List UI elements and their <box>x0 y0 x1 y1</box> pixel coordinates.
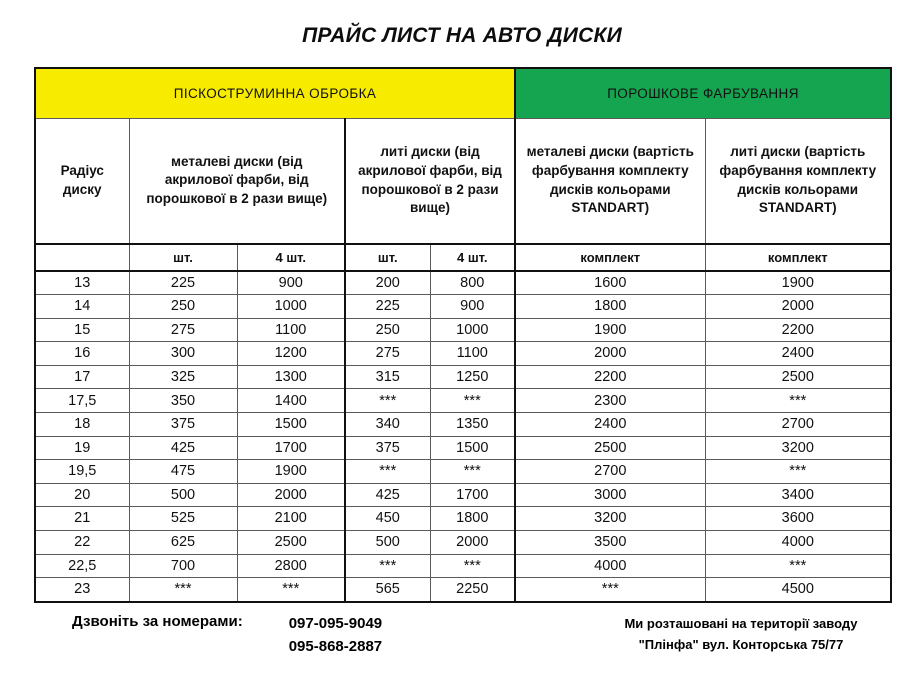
cell-blast-metal-1: *** <box>129 578 237 602</box>
cell-blast-cast-4: *** <box>430 554 515 578</box>
cell-powder-cast: 1900 <box>705 271 891 295</box>
table-unit-row <box>35 244 891 271</box>
header-radius: Радіус диску <box>35 118 129 244</box>
cell-radius: 13 <box>35 271 129 295</box>
unit-blast-metal-4: 4 шт. <box>237 244 345 271</box>
cell-blast-cast-4: 2000 <box>430 531 515 555</box>
cell-blast-metal-1: 700 <box>129 554 237 578</box>
cell-radius: 23 <box>35 578 129 602</box>
cell-blast-metal-4: 2100 <box>237 507 345 531</box>
cell-blast-metal-1: 375 <box>129 413 237 437</box>
cell-blast-metal-4: 2800 <box>237 554 345 578</box>
cell-radius: 17,5 <box>35 389 129 413</box>
cell-blast-metal-4: 900 <box>237 271 345 295</box>
table-row <box>35 554 891 578</box>
cell-powder-cast: 3600 <box>705 507 891 531</box>
table-row <box>35 578 891 602</box>
cell-powder-metal: 2500 <box>515 436 705 460</box>
cell-blast-cast-1: 275 <box>345 342 430 366</box>
cell-blast-cast-1: 425 <box>345 483 430 507</box>
cell-radius: 17 <box>35 365 129 389</box>
cell-blast-cast-4: *** <box>430 460 515 484</box>
unit-blast-cast-4: 4 шт. <box>430 244 515 271</box>
cell-blast-metal-4: 1500 <box>237 413 345 437</box>
unit-blast-cast-1: шт. <box>345 244 430 271</box>
unit-blast-metal-1: шт. <box>129 244 237 271</box>
phone-number-1[interactable]: 097-095-9049 <box>288 615 383 632</box>
cell-blast-cast-4: 1250 <box>430 365 515 389</box>
table-row <box>35 507 891 531</box>
cell-powder-cast: *** <box>705 460 891 484</box>
cell-powder-metal: 1800 <box>515 295 705 319</box>
cell-powder-cast: 4000 <box>705 531 891 555</box>
header-blast-metal: металеві диски (від акрилової фарби, від порошкової в 2 рази вище) <box>129 118 345 244</box>
cell-blast-metal-4: 1000 <box>237 295 345 319</box>
cell-blast-cast-1: 225 <box>345 295 430 319</box>
phone-list <box>289 612 382 659</box>
cell-blast-metal-4: 1900 <box>237 460 345 484</box>
cell-blast-metal-4: 2000 <box>237 483 345 507</box>
cell-blast-cast-1: 200 <box>345 271 430 295</box>
header-powder-metal: металеві диски (вартість фарбування комплекту дисків кольорами STANDART) <box>515 118 705 244</box>
header-blast-cast: литі диски (від акрилової фарби, від порошкової в 2 рази вище) <box>345 118 515 244</box>
cell-radius: 21 <box>35 507 129 531</box>
cell-blast-cast-1: 250 <box>345 318 430 342</box>
cell-powder-cast: 2700 <box>705 413 891 437</box>
cell-radius: 20 <box>35 483 129 507</box>
cell-blast-cast-1: 315 <box>345 365 430 389</box>
phone-number-2[interactable]: 095-868-2887 <box>288 638 383 656</box>
address-line-2: "Плінфа" вул. Конторська 75/77 <box>638 636 844 652</box>
cell-radius: 15 <box>35 318 129 342</box>
cell-powder-metal: *** <box>515 578 705 602</box>
table-row <box>35 413 891 437</box>
cell-blast-metal-4: 1400 <box>237 389 345 413</box>
price-table <box>34 67 892 603</box>
unit-radius <box>35 244 129 271</box>
cell-powder-metal: 2200 <box>515 365 705 389</box>
cell-blast-metal-1: 250 <box>129 295 237 319</box>
cell-blast-cast-1: 450 <box>345 507 430 531</box>
cell-radius: 19,5 <box>35 460 129 484</box>
unit-powder-metal: комплект <box>515 244 705 271</box>
cell-radius: 18 <box>35 413 129 437</box>
cell-radius: 16 <box>35 342 129 366</box>
table-row <box>35 531 891 555</box>
cell-radius: 22 <box>35 531 129 555</box>
cell-powder-metal: 1900 <box>515 318 705 342</box>
footer <box>0 602 924 700</box>
cell-powder-metal: 4000 <box>515 554 705 578</box>
cell-powder-cast: 2500 <box>705 365 891 389</box>
table-row <box>35 389 891 413</box>
table-description-row <box>35 118 891 244</box>
table-row <box>35 342 891 366</box>
cell-blast-cast-4: 1800 <box>430 507 515 531</box>
address-line-1: Ми розташовані на території заводу <box>624 616 858 631</box>
cell-blast-cast-4: 900 <box>430 295 515 319</box>
cell-powder-cast: 2400 <box>705 342 891 366</box>
cell-blast-metal-1: 425 <box>129 436 237 460</box>
footer-address-block <box>576 614 906 656</box>
table-row <box>35 295 891 319</box>
cell-powder-cast: 3400 <box>705 483 891 507</box>
cell-blast-metal-1: 225 <box>129 271 237 295</box>
cell-blast-metal-1: 475 <box>129 460 237 484</box>
cell-blast-cast-1: 340 <box>345 413 430 437</box>
cell-blast-cast-1: 500 <box>345 531 430 555</box>
cell-powder-metal: 3200 <box>515 507 705 531</box>
cell-blast-metal-4: 1700 <box>237 436 345 460</box>
cell-blast-metal-1: 350 <box>129 389 237 413</box>
cell-radius: 19 <box>35 436 129 460</box>
cell-powder-metal: 2700 <box>515 460 705 484</box>
cell-blast-metal-4: 1100 <box>237 318 345 342</box>
cell-blast-metal-1: 300 <box>129 342 237 366</box>
cell-blast-cast-1: *** <box>345 389 430 413</box>
cell-powder-cast: 2200 <box>705 318 891 342</box>
cell-blast-cast-4: 1500 <box>430 436 515 460</box>
cell-blast-cast-4: 800 <box>430 271 515 295</box>
banner-sandblasting: ПІСКОСТРУМИННА ОБРОБКА <box>35 68 515 118</box>
cell-powder-metal: 3000 <box>515 483 705 507</box>
cell-powder-metal: 2300 <box>515 389 705 413</box>
page-title: ПРАЙС ЛИСТ НА АВТО ДИСКИ <box>302 24 622 47</box>
cell-blast-metal-4: 2500 <box>237 531 345 555</box>
table-row <box>35 483 891 507</box>
cell-blast-metal-4: 1300 <box>237 365 345 389</box>
cell-blast-cast-4: 2250 <box>430 578 515 602</box>
cell-powder-metal: 2400 <box>515 413 705 437</box>
cell-blast-metal-1: 325 <box>129 365 237 389</box>
cell-blast-cast-1: *** <box>345 554 430 578</box>
table-row <box>35 271 891 295</box>
banner-powder-coating: ПОРОШКОВЕ ФАРБУВАННЯ <box>515 68 891 118</box>
header-powder-cast: литі диски (вартість фарбування комплекту дисків кольорами STANDART) <box>705 118 891 244</box>
table-row <box>35 365 891 389</box>
cell-powder-metal: 3500 <box>515 531 705 555</box>
cell-blast-cast-1: 375 <box>345 436 430 460</box>
cell-radius: 22,5 <box>35 554 129 578</box>
cell-powder-cast: 4500 <box>705 578 891 602</box>
cell-powder-cast: *** <box>705 554 891 578</box>
cell-blast-cast-4: 1350 <box>430 413 515 437</box>
cell-blast-cast-4: 1000 <box>430 318 515 342</box>
cell-blast-metal-4: 1200 <box>237 342 345 366</box>
table-banner-row <box>35 68 891 118</box>
unit-powder-cast: комплект <box>705 244 891 271</box>
cell-blast-metal-1: 500 <box>129 483 237 507</box>
cell-blast-cast-4: 1700 <box>430 483 515 507</box>
cell-blast-cast-4: 1100 <box>430 342 515 366</box>
cell-powder-cast: 3200 <box>705 436 891 460</box>
cell-blast-metal-1: 275 <box>129 318 237 342</box>
cell-powder-metal: 1600 <box>515 271 705 295</box>
cell-radius: 14 <box>35 295 129 319</box>
cell-blast-metal-4: *** <box>237 578 345 602</box>
cell-blast-cast-1: *** <box>345 460 430 484</box>
table-row <box>35 318 891 342</box>
cell-blast-cast-4: *** <box>430 389 515 413</box>
call-label: Дзвоніть за номерами: <box>72 613 243 630</box>
table-row <box>35 436 891 460</box>
footer-contact-block <box>72 612 382 659</box>
cell-powder-cast: *** <box>705 389 891 413</box>
cell-powder-metal: 2000 <box>515 342 705 366</box>
cell-blast-cast-1: 565 <box>345 578 430 602</box>
cell-blast-metal-1: 625 <box>129 531 237 555</box>
table-row <box>35 460 891 484</box>
cell-powder-cast: 2000 <box>705 295 891 319</box>
cell-blast-metal-1: 525 <box>129 507 237 531</box>
